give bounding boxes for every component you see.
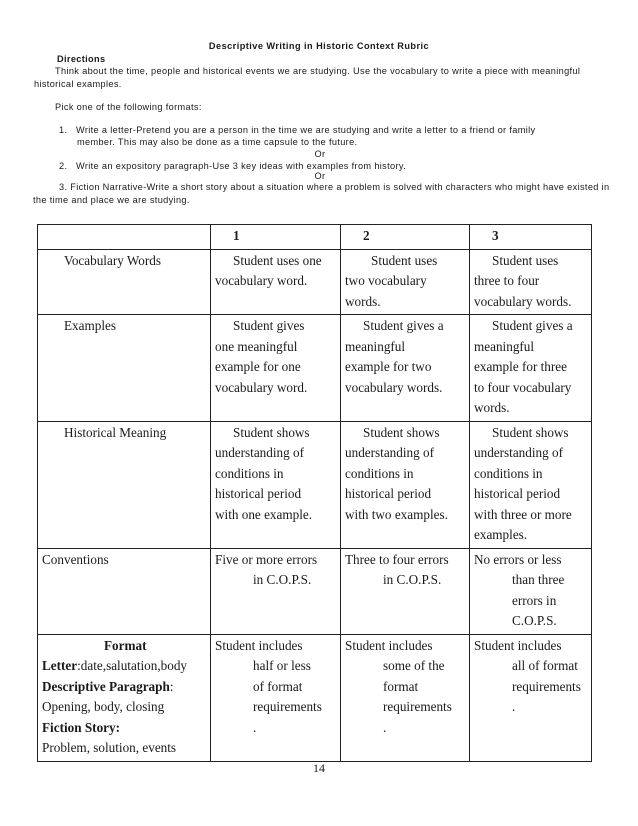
vocabulary-score-1: Student uses one vocabulary word. bbox=[211, 249, 341, 315]
or-separator-2: Or bbox=[314, 171, 326, 181]
format-score-3: Student includes all of format requirements . bbox=[470, 634, 592, 761]
historical-score-1: Student shows understanding of conditions in historical period with one example. bbox=[211, 421, 341, 548]
criterion-historical-meaning: Historical Meaning bbox=[38, 421, 211, 548]
format-option-2 bbox=[59, 160, 406, 173]
header-score-2: 2 bbox=[341, 225, 470, 250]
examples-score-1: Student gives one meaningful example for one vocabulary word. bbox=[211, 315, 341, 422]
rubric-header-row bbox=[38, 225, 592, 250]
historical-score-3: Student shows understanding of conditions in historical period with three or more examples. bbox=[470, 421, 592, 548]
rubric-row-conventions bbox=[38, 548, 592, 634]
format-letter: Letter:date,salutation,body bbox=[42, 658, 188, 673]
directions-heading: Directions bbox=[57, 54, 106, 64]
rubric-row-vocabulary bbox=[38, 249, 592, 315]
format-option-2-text: Write an expository paragraph-Use 3 key ideas with examples from history. bbox=[76, 161, 407, 171]
conventions-score-2: Three to four errors in C.O.P.S. bbox=[341, 548, 470, 634]
criterion-format bbox=[38, 634, 211, 761]
header-criteria-cell bbox=[38, 225, 211, 250]
conventions-score-1: Five or more errors in C.O.P.S. bbox=[211, 548, 341, 634]
criterion-vocabulary: Vocabulary Words bbox=[38, 249, 211, 315]
format-option-1-line1: Write a letter-Pretend you are a person in the time we are studying and write a letter to a friend or family bbox=[76, 125, 536, 135]
conventions-score-3: No errors or less than three errors in C.O.P.S. bbox=[470, 548, 592, 634]
rubric-row-format bbox=[38, 634, 592, 761]
pick-format-instruction: Pick one of the following formats: bbox=[55, 102, 202, 112]
rubric-table bbox=[37, 224, 592, 762]
format-option-1-number: 1. bbox=[59, 125, 68, 135]
vocabulary-score-2: Student uses two vocabulary words. bbox=[341, 249, 470, 315]
format-fiction-text: Problem, solution, events bbox=[42, 740, 177, 755]
format-score-1: Student includes half or less of format requirements . bbox=[211, 634, 341, 761]
format-score-2: Student includes some of the format requirements . bbox=[341, 634, 470, 761]
directions-body: Think about the time, people and historical events we are studying. Use the vocabulary to write a piece with meaningful historical examples. bbox=[34, 66, 581, 89]
format-option-1-line2: member. This may also be done as a time capsule to the future. bbox=[77, 137, 358, 147]
examples-score-2: Student gives a meaningful example for two vocabulary words. bbox=[341, 315, 470, 422]
format-heading: Format bbox=[104, 637, 147, 653]
format-descriptive: Descriptive Paragraph: bbox=[42, 678, 174, 694]
document-title: Descriptive Writing in Historic Context Rubric bbox=[208, 41, 430, 51]
criterion-conventions: Conventions bbox=[38, 548, 211, 634]
format-descriptive-text: Opening, body, closing bbox=[42, 699, 165, 714]
examples-score-3: Student gives a meaningful example for three to four vocabulary words. bbox=[470, 315, 592, 422]
header-score-3: 3 bbox=[470, 225, 592, 250]
historical-score-2: Student shows understanding of conditions in historical period with two examples. bbox=[341, 421, 470, 548]
page-number: 14 bbox=[313, 761, 325, 775]
rubric-row-examples bbox=[38, 315, 592, 422]
format-fiction: Fiction Story: bbox=[42, 719, 121, 735]
criterion-examples: Examples bbox=[38, 315, 211, 422]
vocabulary-score-3: Student uses three to four vocabulary words. bbox=[470, 249, 592, 315]
format-option-3: 3. Fiction Narrative-Write a short story about a situation where a problem is solved with characters who might have existed in the time and place we are studying. bbox=[33, 182, 610, 205]
format-option-2-number: 2. bbox=[59, 161, 68, 171]
or-separator-1: Or bbox=[314, 149, 326, 159]
header-score-1: 1 bbox=[211, 225, 341, 250]
rubric-row-historical-meaning bbox=[38, 421, 592, 548]
